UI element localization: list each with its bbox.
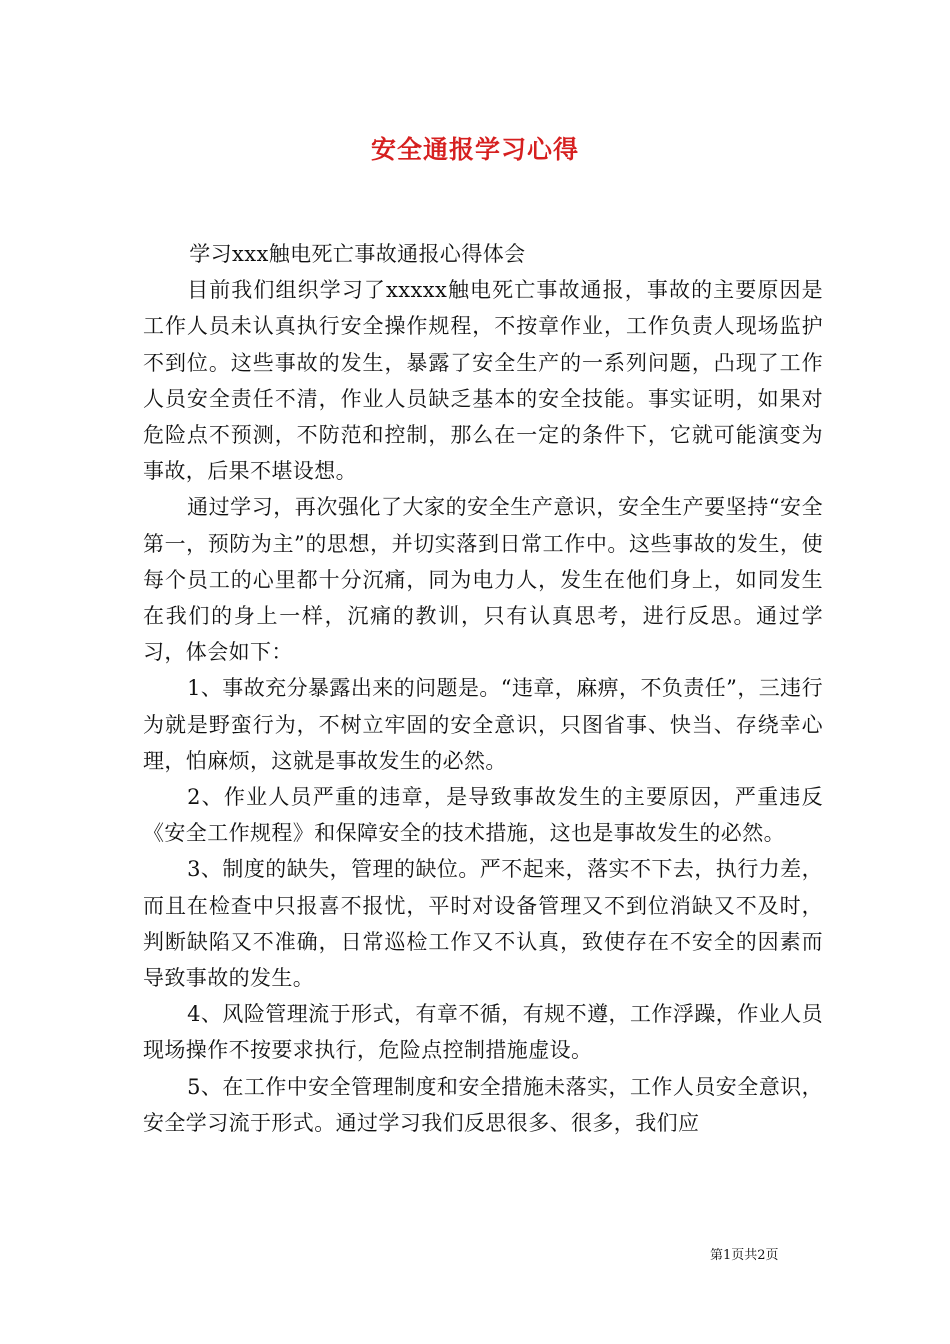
paragraph-1: 目前我们组织学习了xxxxx触电死亡事故通报，事故的主要原因是工作人员未认真执行安全操作规程，不按章作业，工作负责人现场监护不到位。这些事故的发生，暴露了安全生产的一系列问题，凸现了工作人员安全责任不清，作业人员缺乏基本的安全技能。事实证明，如果对危险点不预测，不防范和控制，那么在一定的条件下，它就可能演变为事故，后果不堪设想。 — [143, 278, 823, 484]
document-body — [143, 236, 823, 1141]
page-number: 第1页共2页 — [710, 1248, 779, 1263]
paragraph-2: 通过学习，再次强化了大家的安全生产意识，安全生产要坚持“安全第一，预防为主”的思想，并切实落到日常工作中。这些事故的发生，使每个员工的心里都十分沉痛，同为电力人，发生在他们身上，如同发生在我们的身上一样，沉痛的教训，只有认真思考，进行反思。通过学习，体会如下： — [143, 495, 823, 665]
paragraph-7: 5、在工作中安全管理制度和安全措施未落实，工作人员安全意识，安全学习流于形式。通过学习我们反思很多、很多，我们应 — [143, 1074, 823, 1135]
document-subtitle: 学习xxx触电死亡事故通报心得体会 — [189, 242, 526, 266]
paragraph-3: 1、事故充分暴露出来的问题是。“违章，麻痹，不负责任”，三违行为就是野蛮行为，不树立牢固的安全意识，只图省事、快当、存绕幸心理，怕麻烦，这就是事故发生的必然。 — [143, 676, 823, 773]
paragraph-6: 4、风险管理流于形式，有章不循，有规不遵，工作浮躁，作业人员现场操作不按要求执行，危险点控制措施虚设。 — [143, 1002, 823, 1063]
paragraph-5: 3、制度的缺失，管理的缺位。严不起来，落实不下去，执行力差，而且在检查中只报喜不报忧，平时对设备管理又不到位消缺又不及时，判断缺陷又不准确，日常巡检工作又不认真，致使存在不安全的因素而导致事故的发生。 — [143, 857, 823, 991]
paragraph-4: 2、作业人员严重的违章，是导致事故发生的主要原因，严重违反《安全工作规程》和保障安全的技术措施，这也是事故发生的必然。 — [143, 785, 823, 846]
document-title: 安全通报学习心得 — [370, 135, 579, 164]
